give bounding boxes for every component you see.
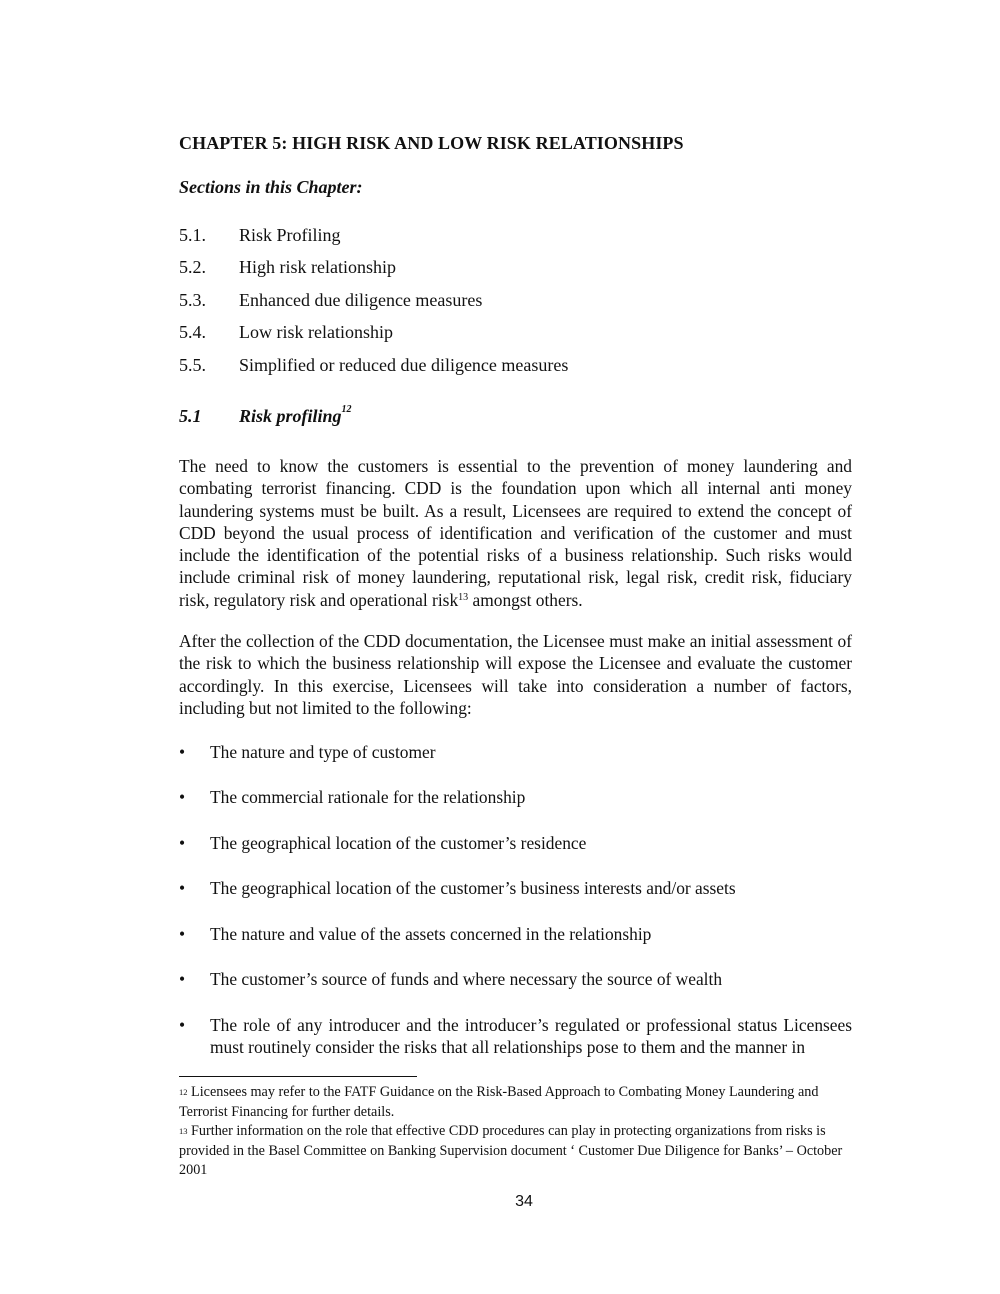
section-number: 5.2. (179, 257, 206, 278)
bullet-item: • The geographical location of the customer’s business interests and/or assets (179, 878, 736, 899)
section-title: Simplified or reduced due diligence measures (239, 354, 569, 375)
footnote-ref: 13 (458, 591, 469, 603)
bullet-icon: • (179, 969, 186, 990)
paragraph: After the collection of the CDD documentation, the Licensee must make an initial assessment of the risk to which the business relationship will expose the Licensee and evaluate the customer accordingly. In this exercise, Licensees will take into consideration a number of factors, including but not limited to the following: (179, 631, 852, 718)
footnote: $^{12}$ Licensees may refer to the FATF Guidance on the Risk-Based Approach to Combating Money Laundering and Terrorist Financing for further details. (179, 1084, 819, 1120)
bullet-icon: • (179, 832, 186, 853)
section-list (179, 224, 568, 386)
bullet-item: • The commercial rationale for the relationship (179, 787, 526, 808)
section-list-item (179, 224, 568, 256)
section-list-item (179, 256, 568, 288)
section-list-item (179, 354, 568, 386)
footnotes (179, 1083, 852, 1181)
bullet-item: • The nature and value of the assets concerned in the relationship (179, 923, 652, 944)
section-heading-title: Risk profiling$^{12}$ (239, 404, 352, 426)
section-number: 5.1. (179, 225, 206, 245)
chapter-title: CHAPTER 5: HIGH RISK AND LOW RISK RELATIONSHIPS (179, 133, 684, 153)
section-heading (179, 406, 352, 427)
footnote-ref: 12 (341, 404, 352, 415)
section-heading-number: 5.1 (179, 406, 202, 426)
bullet-icon: • (179, 787, 186, 808)
section-number: 5.5. (179, 354, 206, 375)
footnote-divider (179, 1076, 417, 1077)
bullet-icon: • (179, 923, 186, 944)
bullet-item: • The nature and type of customer (179, 742, 436, 762)
section-list-item (179, 289, 568, 321)
section-number: 5.4. (179, 322, 206, 343)
section-list-item (179, 321, 568, 353)
sections-heading: Sections in this Chapter: (179, 177, 363, 197)
section-title: High risk relationship (239, 257, 396, 278)
paragraph: The need to know the customers is essential to the prevention of money laundering and combating terrorist financing. CDD is the foundation upon which all internal anti money laundering systems must be built. As a result, Licensees are required to extend the concept of CDD beyond the usual process of identification and verification of the customer and must include the identification of the potential risks of a business relationship. Such risks would include criminal risk of money laundering, reputational risk, legal risk, credit risk, fiduciary risk, regulatory risk and operational risk$^{13}$ amongst others. (179, 456, 852, 610)
bullet-icon: • (179, 742, 186, 762)
section-title: Risk Profiling (239, 225, 341, 245)
bullet-item: • The role of any introducer and the introducer’s regulated or professional status Licensees must routinely consider the risks that all relationships pose to them and the manner in (179, 1014, 852, 1058)
bullet-icon: • (179, 878, 186, 899)
bullet-item: • The geographical location of the customer’s residence (179, 832, 587, 853)
bullet-item: • The customer’s source of funds and where necessary the source of wealth (179, 969, 723, 990)
bullet-list (179, 741, 852, 1082)
footnote-number: 12 (179, 1087, 188, 1097)
section-title: Low risk relationship (239, 322, 393, 343)
page-number: 34 (515, 1193, 533, 1210)
section-title: Enhanced due diligence measures (239, 289, 483, 310)
section-number: 5.3. (179, 289, 206, 310)
footnote-number: 13 (179, 1126, 188, 1136)
bullet-icon: • (179, 1014, 186, 1035)
footnote: $^{13}$ Further information on the role that effective CDD procedures can play in protecting organizations from risks is provided in the Basel Committee on Banking Supervision document ‘ Customer Due Diligence for Banks’ – October 2001 (179, 1123, 843, 1178)
